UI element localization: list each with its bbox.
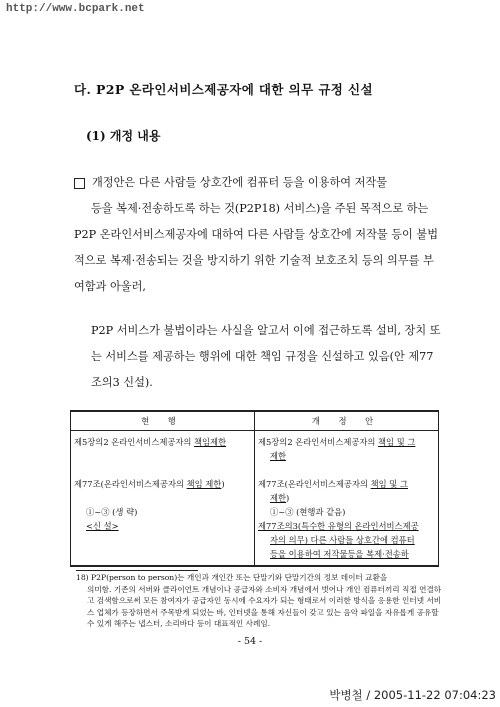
amended-chapter-title: 책임 및 그 — [378, 437, 416, 447]
current-law-cell: 제5장의2 온라인서비스제공자의 책임제한 제77조(온라인서비스제공자의 책임 제한) ①~③ (생 략) <신 설> — [71, 431, 255, 567]
new-article-77-3: 제77조의3(특수한 유형의 온라인서비스제공 — [258, 521, 419, 531]
comparison-table — [70, 410, 439, 567]
footnote-label: 18) P2P(person to person)는 개인과 개인간 또는 단말기와 단말기간의 정보 데이터 교환을 — [76, 573, 388, 582]
paragraph-1-body: 등을 복제·전송하도록 하는 것(P2P18) 서비스)을 주된 목적으로 하는 P2P 온라인서비스제공자에 대하여 다른 사람들 상호간에 저작물 등이 불법적으로 복제·전송되는 것을 방지하기 위한 기술적 보호조치 등의 의무를 부여함과 아울러, — [74, 202, 439, 293]
new-provision-marker: <신 설> — [86, 521, 119, 531]
section-title: 다. P2P 온라인서비스제공자에 대한 의무 규정 신설 — [74, 82, 373, 97]
sub-title: (1) 개정 내용 — [86, 129, 161, 143]
amended-article-title: 책임 및 그 — [370, 479, 408, 489]
watermark-url: http://www.bcpark.net — [6, 3, 145, 15]
paragraph-1-first-line: 개정안은 다른 사람들 상호간에 컴퓨터 등을 이용하여 저작물 — [92, 176, 388, 189]
footnote — [76, 572, 446, 630]
current-article-title: 책임 제한 — [186, 479, 222, 489]
page-number: - 54 - — [237, 636, 263, 647]
current-clauses: ①~③ (생 략) — [86, 507, 138, 517]
table-header-row — [71, 411, 439, 431]
header-current: 현 행 — [71, 411, 255, 431]
amendment-cell: 제5장의2 온라인서비스제공자의 책임 및 그 제한 제77조(온라인서비스제공자의 책임 및 그 제한) ①~③ (현행과 같음) 제77조의3(특수한 유형의 온라인서비스제공 자의 의무) 다른 사람들 상호간에 컴퓨터 등을 이용하여 저작물등을 복제·전송하 — [255, 431, 439, 567]
amended-clauses: ①~③ (현행과 같음) — [270, 507, 346, 517]
paragraph-1 — [74, 170, 444, 300]
header-amendment: 개 정 안 — [255, 411, 439, 431]
table-row — [71, 431, 439, 567]
paragraph-2: P2P 서비스가 불법이라는 사실을 알고서 이에 접근하도록 설비, 장치 또는 서비스를 제공하는 행위에 대한 책임 규정을 신설하고 있음(안 제77조의3 신설). — [91, 324, 441, 389]
author-timestamp: 박병철 / 2005-11-22 07:04:23 — [329, 688, 496, 702]
footnote-text: 의미함. 기존의 서버와 클라이언트 개념이나 공급자와 소비자 개념에서 벗어나 개인 컴퓨터끼리 직접 연결하고 검색함으로써 모든 참여자가 공급자인 동시에 수요자가 되는 형태로서 이러한 방식을 응용한 인터넷 서비스 업체가 등장하면서 주목받게 되었는 바, 인터넷을 통해 자신들이 갖고 있는 음악 파일을 자유롭게 공유할 수 있게 해주는 냅스터, 소리바다 등이 대표적인 사례임. — [87, 584, 442, 628]
footnote-divider — [76, 570, 198, 571]
current-chapter-title: 책임제한 — [194, 437, 227, 447]
